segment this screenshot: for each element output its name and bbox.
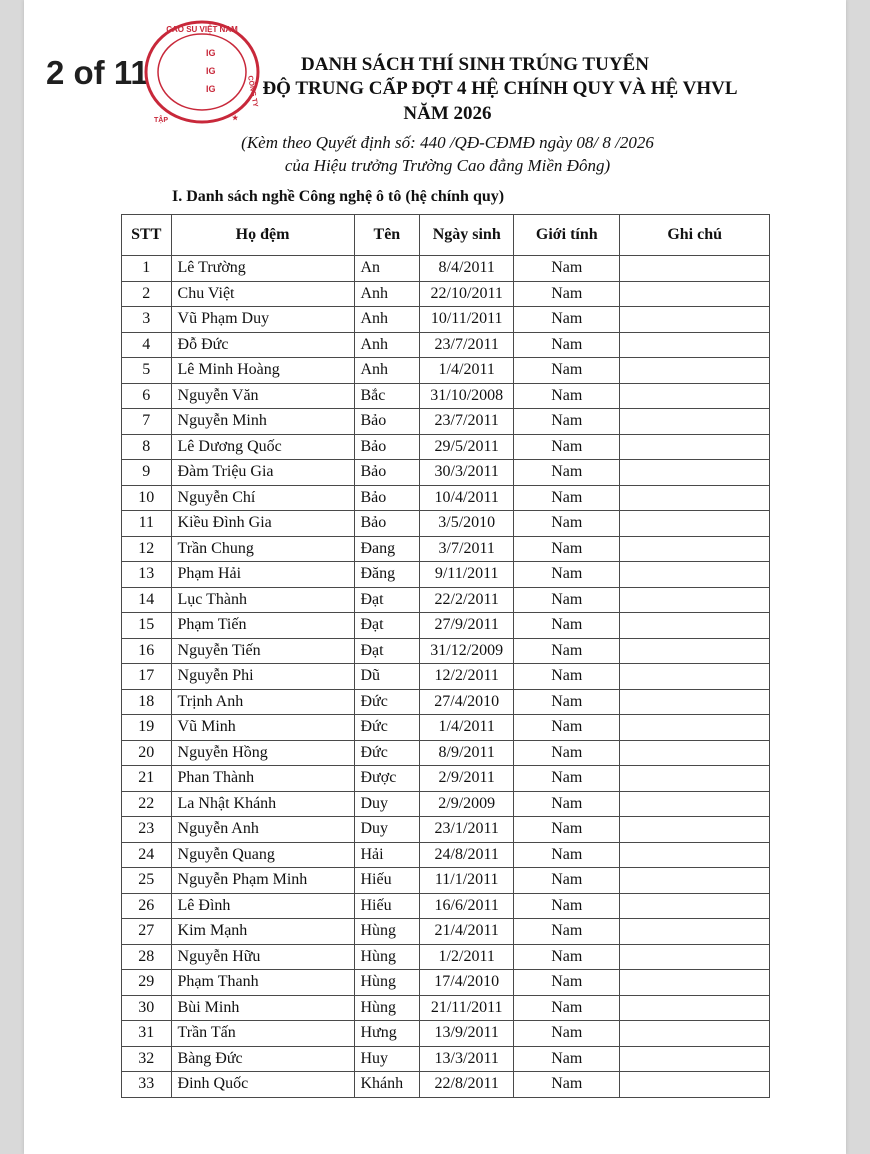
cell-gioi-tinh: Nam — [514, 332, 620, 358]
table-header-row — [122, 215, 770, 256]
cell-ghi-chu — [620, 995, 770, 1021]
cell-ghi-chu — [620, 434, 770, 460]
table-row — [122, 842, 770, 868]
cell-gioi-tinh: Nam — [514, 562, 620, 588]
cell-stt: 33 — [122, 1072, 172, 1098]
cell-stt: 19 — [122, 715, 172, 741]
svg-text:CÔNG TY: CÔNG TY — [246, 75, 259, 108]
cell-ghi-chu — [620, 332, 770, 358]
cell-ngay-sinh: 12/2/2011 — [420, 664, 514, 690]
table-row — [122, 587, 770, 613]
cell-stt: 1 — [122, 256, 172, 282]
cell-stt: 8 — [122, 434, 172, 460]
cell-gioi-tinh: Nam — [514, 944, 620, 970]
cell-stt: 11 — [122, 511, 172, 537]
cell-ten: Đạt — [354, 638, 420, 664]
cell-ghi-chu — [620, 842, 770, 868]
document-title-year: NĂM 2026 — [403, 103, 492, 124]
cell-ho-dem: Phạm Thanh — [171, 970, 354, 996]
cell-ghi-chu — [620, 536, 770, 562]
cell-stt: 13 — [122, 562, 172, 588]
table-row — [122, 256, 770, 282]
table-row — [122, 868, 770, 894]
cell-stt: 2 — [122, 281, 172, 307]
cell-ho-dem: Trịnh Anh — [171, 689, 354, 715]
cell-ho-dem: Lê Dương Quốc — [171, 434, 354, 460]
cell-ho-dem: Lê Minh Hoàng — [171, 358, 354, 384]
cell-ghi-chu — [620, 1021, 770, 1047]
cell-stt: 31 — [122, 1021, 172, 1047]
cell-ghi-chu — [620, 766, 770, 792]
cell-gioi-tinh: Nam — [514, 1072, 620, 1098]
cell-ghi-chu — [620, 919, 770, 945]
cell-ten: Anh — [354, 358, 420, 384]
cell-ghi-chu — [620, 383, 770, 409]
cell-ngay-sinh: 11/1/2011 — [420, 868, 514, 894]
cell-ten: Dũ — [354, 664, 420, 690]
cell-ten: Hiếu — [354, 893, 420, 919]
svg-text:IG: IG — [206, 48, 216, 58]
cell-stt: 22 — [122, 791, 172, 817]
cell-gioi-tinh: Nam — [514, 919, 620, 945]
cell-ho-dem: Vũ Phạm Duy — [171, 307, 354, 333]
cell-gioi-tinh: Nam — [514, 1046, 620, 1072]
cell-ngay-sinh: 8/4/2011 — [420, 256, 514, 282]
cell-gioi-tinh: Nam — [514, 536, 620, 562]
cell-stt: 7 — [122, 409, 172, 435]
cell-ten: Hùng — [354, 995, 420, 1021]
cell-ho-dem: Đinh Quốc — [171, 1072, 354, 1098]
cell-ngay-sinh: 27/9/2011 — [420, 613, 514, 639]
cell-stt: 15 — [122, 613, 172, 639]
cell-gioi-tinh: Nam — [514, 970, 620, 996]
cell-ho-dem: Phạm Hải — [171, 562, 354, 588]
cell-ten: Đạt — [354, 587, 420, 613]
table-row — [122, 307, 770, 333]
document-title-line-1: DANH SÁCH THÍ SINH TRÚNG TUYỂN — [301, 54, 649, 75]
table-row — [122, 715, 770, 741]
cell-ghi-chu — [620, 511, 770, 537]
cell-ten: Anh — [354, 307, 420, 333]
cell-ngay-sinh: 23/7/2011 — [420, 409, 514, 435]
decision-reference: (Kèm theo Quyết định số: 440 /QĐ-CĐMĐ ngày 08/ 8 /2026 — [241, 133, 654, 152]
cell-ho-dem: Lê Trường — [171, 256, 354, 282]
cell-ghi-chu — [620, 587, 770, 613]
cell-ghi-chu — [620, 562, 770, 588]
cell-ngay-sinh: 21/11/2011 — [420, 995, 514, 1021]
cell-ngay-sinh: 30/3/2011 — [420, 460, 514, 486]
table-row — [122, 1021, 770, 1047]
cell-ten: Bảo — [354, 485, 420, 511]
cell-ten: An — [354, 256, 420, 282]
cell-stt: 30 — [122, 995, 172, 1021]
table-row — [122, 332, 770, 358]
cell-ghi-chu — [620, 460, 770, 486]
cell-ho-dem: Trần Chung — [171, 536, 354, 562]
cell-ho-dem: Kiều Đình Gia — [171, 511, 354, 537]
table-row — [122, 460, 770, 486]
cell-ho-dem: Đàm Triệu Gia — [171, 460, 354, 486]
cell-ghi-chu — [620, 307, 770, 333]
cell-ngay-sinh: 23/7/2011 — [420, 332, 514, 358]
cell-ngay-sinh: 8/9/2011 — [420, 740, 514, 766]
cell-ngay-sinh: 13/9/2011 — [420, 1021, 514, 1047]
cell-gioi-tinh: Nam — [514, 460, 620, 486]
cell-ho-dem: Kim Mạnh — [171, 919, 354, 945]
cell-ngay-sinh: 22/8/2011 — [420, 1072, 514, 1098]
column-header-ho-dem: Họ đệm — [171, 215, 354, 256]
cell-ngay-sinh: 17/4/2010 — [420, 970, 514, 996]
cell-gioi-tinh: Nam — [514, 842, 620, 868]
cell-ho-dem: Nguyễn Minh — [171, 409, 354, 435]
cell-ghi-chu — [620, 638, 770, 664]
cell-ghi-chu — [620, 791, 770, 817]
cell-gioi-tinh: Nam — [514, 715, 620, 741]
cell-ghi-chu — [620, 715, 770, 741]
cell-gioi-tinh: Nam — [514, 638, 620, 664]
cell-ngay-sinh: 9/11/2011 — [420, 562, 514, 588]
cell-gioi-tinh: Nam — [514, 409, 620, 435]
cell-stt: 14 — [122, 587, 172, 613]
table-row — [122, 817, 770, 843]
table-row — [122, 485, 770, 511]
cell-ngay-sinh: 2/9/2009 — [420, 791, 514, 817]
cell-stt: 24 — [122, 842, 172, 868]
cell-ngay-sinh: 23/1/2011 — [420, 817, 514, 843]
cell-gioi-tinh: Nam — [514, 1021, 620, 1047]
cell-ho-dem: Nguyễn Hữu — [171, 944, 354, 970]
cell-ghi-chu — [620, 1046, 770, 1072]
cell-ho-dem: Phan Thành — [171, 766, 354, 792]
table-row — [122, 1046, 770, 1072]
cell-ngay-sinh: 10/4/2011 — [420, 485, 514, 511]
cell-stt: 16 — [122, 638, 172, 664]
cell-ten: Bảo — [354, 434, 420, 460]
cell-ghi-chu — [620, 740, 770, 766]
table-row — [122, 1072, 770, 1098]
cell-ngay-sinh: 31/10/2008 — [420, 383, 514, 409]
cell-ghi-chu — [620, 893, 770, 919]
cell-gioi-tinh: Nam — [514, 613, 620, 639]
cell-stt: 12 — [122, 536, 172, 562]
cell-ho-dem: Chu Việt — [171, 281, 354, 307]
cell-ten: Đạt — [354, 613, 420, 639]
cell-stt: 21 — [122, 766, 172, 792]
cell-stt: 20 — [122, 740, 172, 766]
page-counter: 2 of 11 — [46, 54, 149, 91]
cell-ngay-sinh: 22/2/2011 — [420, 587, 514, 613]
cell-ho-dem: Đỗ Đức — [171, 332, 354, 358]
cell-ho-dem: Nguyễn Phạm Minh — [171, 868, 354, 894]
cell-ghi-chu — [620, 1072, 770, 1098]
cell-ho-dem: Nguyễn Chí — [171, 485, 354, 511]
cell-ngay-sinh: 22/10/2011 — [420, 281, 514, 307]
cell-ten: Bảo — [354, 460, 420, 486]
cell-ten: Được — [354, 766, 420, 792]
cell-gioi-tinh: Nam — [514, 817, 620, 843]
table-row — [122, 893, 770, 919]
table-row — [122, 434, 770, 460]
cell-ghi-chu — [620, 664, 770, 690]
column-header-ghi-chu: Ghi chú — [620, 215, 770, 256]
table-row — [122, 409, 770, 435]
cell-ghi-chu — [620, 689, 770, 715]
cell-ho-dem: Nguyễn Tiến — [171, 638, 354, 664]
cell-ten: Đức — [354, 740, 420, 766]
cell-ho-dem: Bùi Minh — [171, 995, 354, 1021]
cell-stt: 6 — [122, 383, 172, 409]
cell-ghi-chu — [620, 970, 770, 996]
table-row — [122, 689, 770, 715]
cell-ten: Bắc — [354, 383, 420, 409]
section-title: I. Danh sách nghề Công nghệ ô tô (hệ chính quy) — [172, 188, 505, 205]
table-row — [122, 919, 770, 945]
cell-gioi-tinh: Nam — [514, 893, 620, 919]
cell-stt: 18 — [122, 689, 172, 715]
cell-ho-dem: Nguyễn Hồng — [171, 740, 354, 766]
cell-ngay-sinh: 3/7/2011 — [420, 536, 514, 562]
cell-gioi-tinh: Nam — [514, 485, 620, 511]
table-row — [122, 562, 770, 588]
cell-gioi-tinh: Nam — [514, 307, 620, 333]
cell-stt: 25 — [122, 868, 172, 894]
cell-stt: 17 — [122, 664, 172, 690]
document-title-line-2: ĐỘ TRUNG CẤP ĐỢT 4 HỆ CHÍNH QUY VÀ HỆ VHVL — [262, 78, 738, 99]
cell-gioi-tinh: Nam — [514, 256, 620, 282]
candidates-table — [121, 214, 770, 1098]
cell-gioi-tinh: Nam — [514, 995, 620, 1021]
cell-ten: Đức — [354, 715, 420, 741]
cell-ho-dem: Vũ Minh — [171, 715, 354, 741]
column-header-stt: STT — [122, 215, 172, 256]
cell-gioi-tinh: Nam — [514, 868, 620, 894]
cell-stt: 10 — [122, 485, 172, 511]
table-row — [122, 740, 770, 766]
table-row — [122, 995, 770, 1021]
cell-gioi-tinh: Nam — [514, 434, 620, 460]
table-row — [122, 944, 770, 970]
svg-text:IG: IG — [206, 66, 216, 76]
svg-text:★: ★ — [232, 115, 239, 122]
cell-ho-dem: Phạm Tiến — [171, 613, 354, 639]
cell-ngay-sinh: 31/12/2009 — [420, 638, 514, 664]
cell-ghi-chu — [620, 613, 770, 639]
cell-ghi-chu — [620, 485, 770, 511]
table-row — [122, 536, 770, 562]
cell-ngay-sinh: 2/9/2011 — [420, 766, 514, 792]
cell-ten: Khánh — [354, 1072, 420, 1098]
table-row — [122, 638, 770, 664]
cell-ngay-sinh: 21/4/2011 — [420, 919, 514, 945]
cell-gioi-tinh: Nam — [514, 358, 620, 384]
cell-ghi-chu — [620, 868, 770, 894]
cell-stt: 9 — [122, 460, 172, 486]
cell-gioi-tinh: Nam — [514, 587, 620, 613]
cell-ngay-sinh: 3/5/2010 — [420, 511, 514, 537]
cell-ten: Hùng — [354, 919, 420, 945]
cell-ngay-sinh: 1/4/2011 — [420, 358, 514, 384]
decision-issuer: của Hiệu trưởng Trường Cao đẳng Miền Đông) — [284, 156, 611, 175]
cell-ghi-chu — [620, 281, 770, 307]
column-header-gioi-tinh: Giới tính — [514, 215, 620, 256]
cell-ngay-sinh: 27/4/2010 — [420, 689, 514, 715]
cell-gioi-tinh: Nam — [514, 383, 620, 409]
cell-gioi-tinh: Nam — [514, 740, 620, 766]
table-row — [122, 970, 770, 996]
cell-ten: Hùng — [354, 944, 420, 970]
table-body — [122, 256, 770, 1098]
cell-stt: 4 — [122, 332, 172, 358]
cell-ten: Huy — [354, 1046, 420, 1072]
cell-ten: Anh — [354, 332, 420, 358]
cell-stt: 26 — [122, 893, 172, 919]
cell-ngay-sinh: 24/8/2011 — [420, 842, 514, 868]
cell-stt: 29 — [122, 970, 172, 996]
cell-ngay-sinh: 29/5/2011 — [420, 434, 514, 460]
cell-stt: 23 — [122, 817, 172, 843]
cell-ghi-chu — [620, 409, 770, 435]
cell-ten: Duy — [354, 791, 420, 817]
cell-gioi-tinh: Nam — [514, 791, 620, 817]
table-row — [122, 613, 770, 639]
table-row — [122, 511, 770, 537]
cell-stt: 28 — [122, 944, 172, 970]
cell-stt: 5 — [122, 358, 172, 384]
cell-ngay-sinh: 16/6/2011 — [420, 893, 514, 919]
cell-gioi-tinh: Nam — [514, 689, 620, 715]
cell-ten: Hưng — [354, 1021, 420, 1047]
cell-ghi-chu — [620, 817, 770, 843]
cell-stt: 3 — [122, 307, 172, 333]
cell-ngay-sinh: 10/11/2011 — [420, 307, 514, 333]
svg-text:IG: IG — [206, 84, 216, 94]
cell-ho-dem: Nguyễn Phi — [171, 664, 354, 690]
cell-ho-dem: Nguyễn Văn — [171, 383, 354, 409]
table-row — [122, 281, 770, 307]
table-row — [122, 664, 770, 690]
cell-ten: Bảo — [354, 409, 420, 435]
cell-ho-dem: La Nhật Khánh — [171, 791, 354, 817]
cell-ten: Hải — [354, 842, 420, 868]
cell-ho-dem: Nguyễn Quang — [171, 842, 354, 868]
svg-text:TẬP: TẬP — [154, 117, 168, 124]
cell-gioi-tinh: Nam — [514, 664, 620, 690]
cell-ten: Đức — [354, 689, 420, 715]
cell-gioi-tinh: Nam — [514, 766, 620, 792]
cell-ngay-sinh: 1/2/2011 — [420, 944, 514, 970]
cell-gioi-tinh: Nam — [514, 511, 620, 537]
cell-ngay-sinh: 1/4/2011 — [420, 715, 514, 741]
column-header-ngay-sinh: Ngày sinh — [420, 215, 514, 256]
cell-gioi-tinh: Nam — [514, 281, 620, 307]
table-row — [122, 791, 770, 817]
cell-ho-dem: Bàng Đức — [171, 1046, 354, 1072]
cell-ghi-chu — [620, 358, 770, 384]
table-row — [122, 358, 770, 384]
cell-ho-dem: Lê Đình — [171, 893, 354, 919]
cell-ten: Bảo — [354, 511, 420, 537]
cell-ten: Anh — [354, 281, 420, 307]
cell-ten: Hùng — [354, 970, 420, 996]
cell-ten: Hiếu — [354, 868, 420, 894]
table-row — [122, 766, 770, 792]
cell-ngay-sinh: 13/3/2011 — [420, 1046, 514, 1072]
cell-stt: 27 — [122, 919, 172, 945]
cell-ghi-chu — [620, 256, 770, 282]
cell-stt: 32 — [122, 1046, 172, 1072]
cell-ho-dem: Trần Tấn — [171, 1021, 354, 1047]
cell-ten: Đăng — [354, 562, 420, 588]
cell-ho-dem: Nguyễn Anh — [171, 817, 354, 843]
svg-text:CAO SU VIỆT NAM: CAO SU VIỆT NAM — [166, 25, 238, 34]
table-row — [122, 383, 770, 409]
cell-ghi-chu — [620, 944, 770, 970]
cell-ten: Duy — [354, 817, 420, 843]
column-header-ten: Tên — [354, 215, 420, 256]
cell-ten: Đang — [354, 536, 420, 562]
cell-ho-dem: Lục Thành — [171, 587, 354, 613]
